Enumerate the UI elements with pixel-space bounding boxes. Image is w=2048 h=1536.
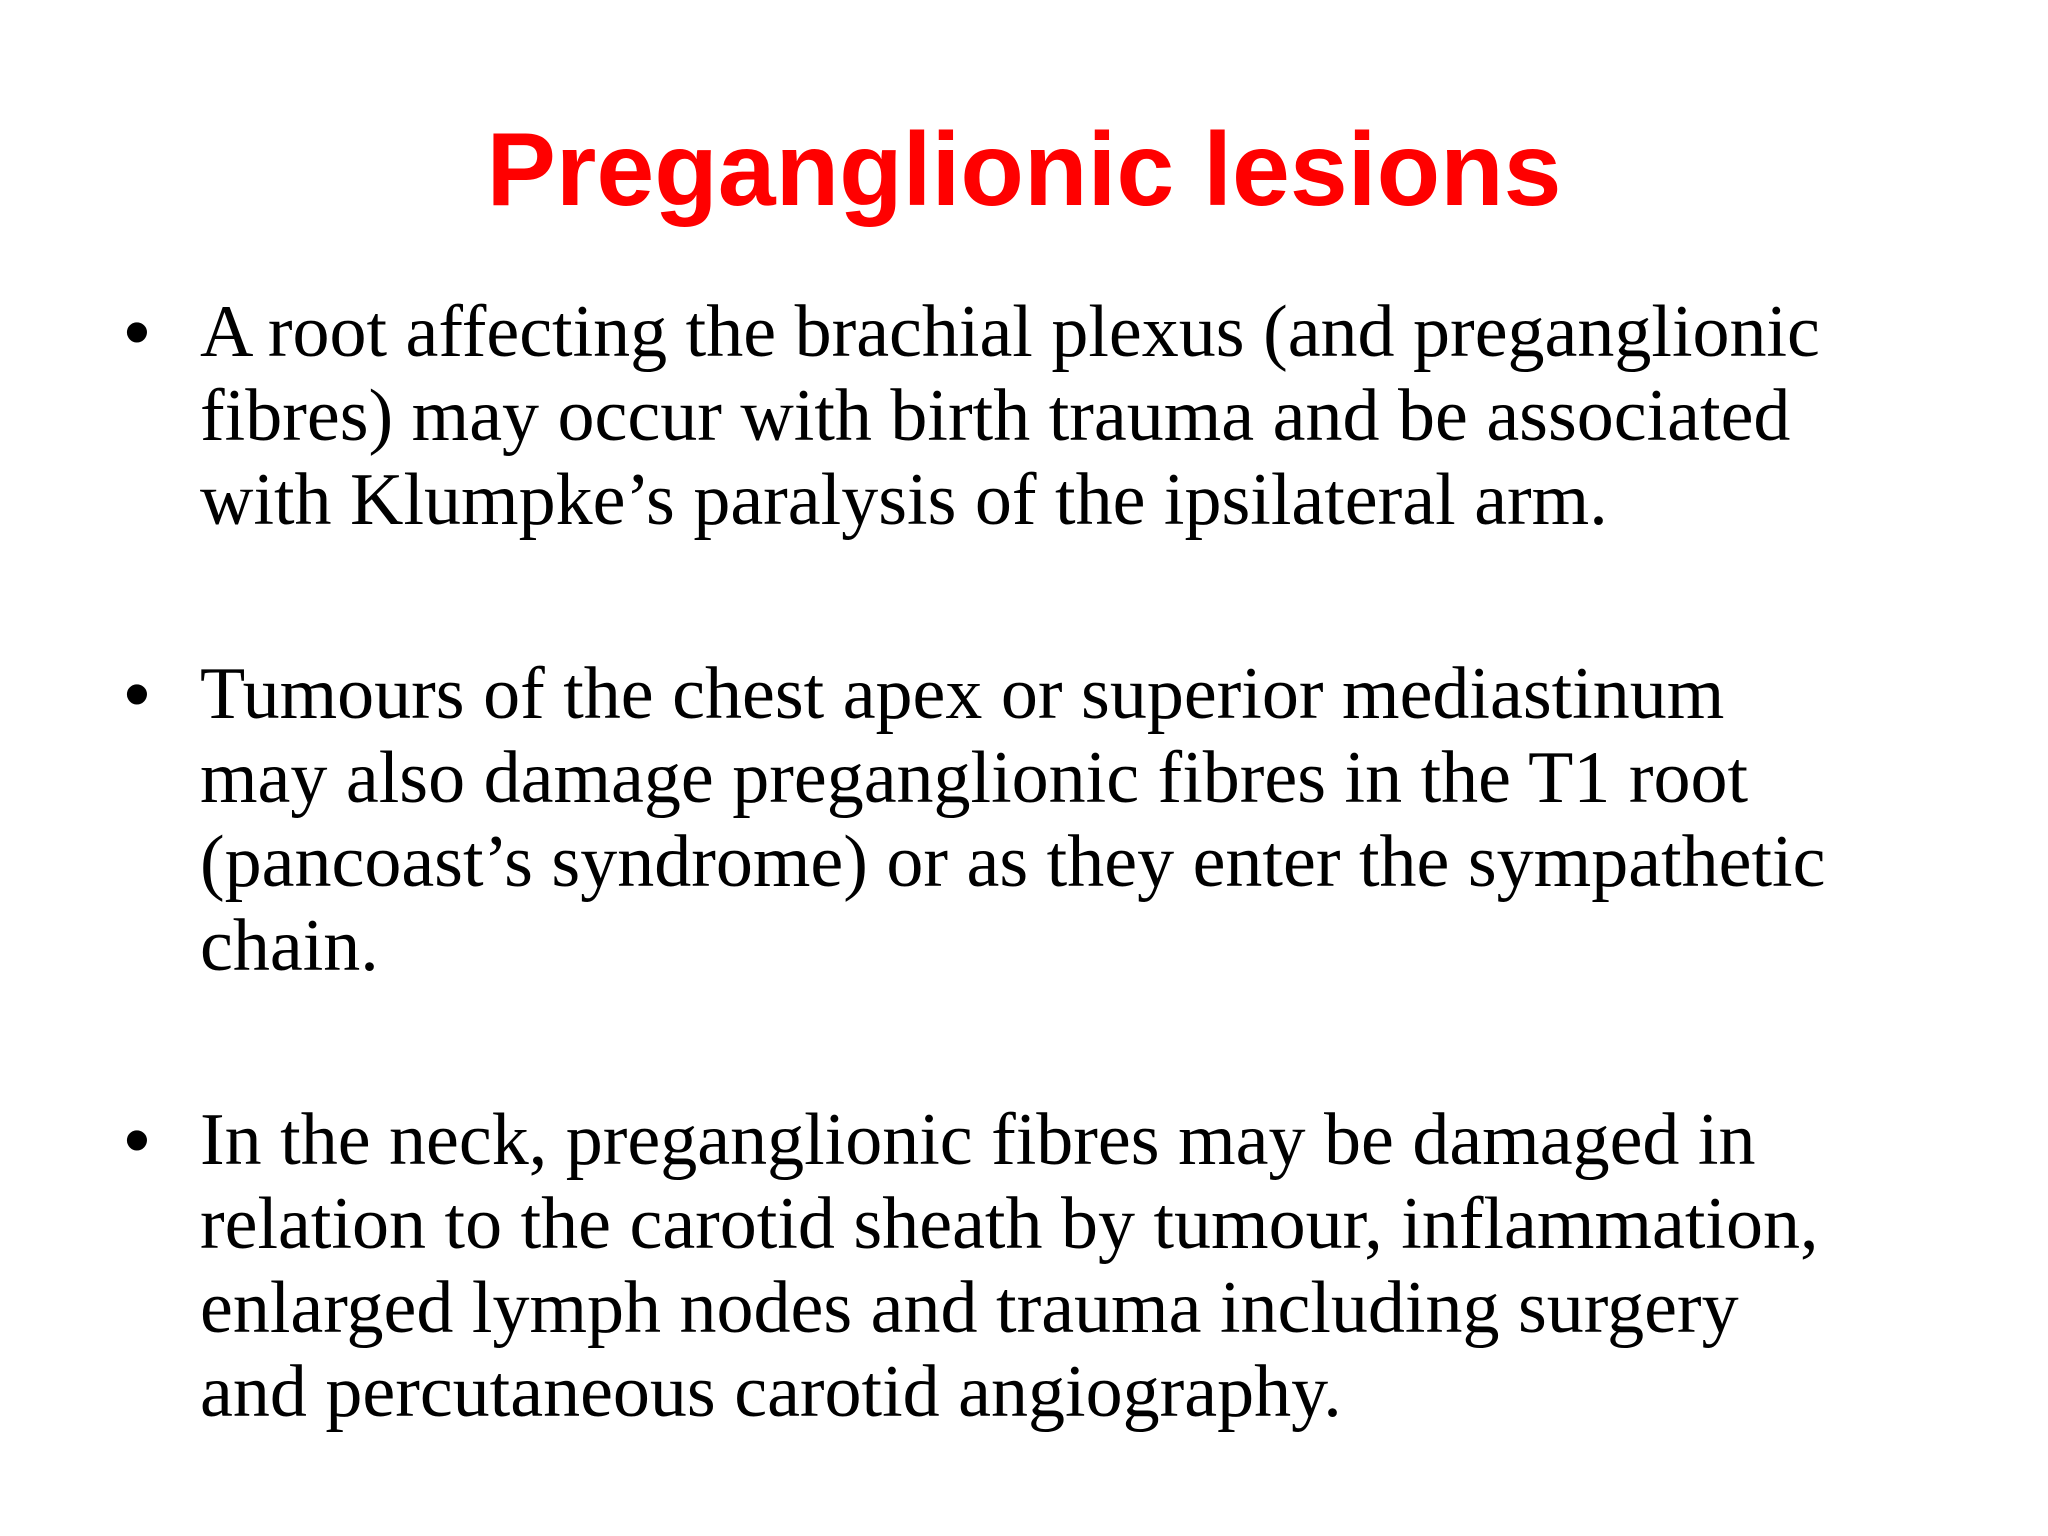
bullet-text-line: relation to the carotid sheath by tumour, inflammation, bbox=[200, 1183, 1819, 1265]
bullet-dot-icon: • bbox=[124, 652, 150, 735]
bullet-text-line: In the neck, preganglionic fibres may be damaged in bbox=[200, 1099, 1756, 1181]
bullet-text-line: (pancoast’s syndrome) or as they enter the sympathetic bbox=[200, 821, 1826, 903]
bullet-item bbox=[118, 290, 1948, 542]
bullet-text-line: chain. bbox=[200, 905, 379, 987]
bullet-text-line: A root affecting the brachial plexus (and preganglionic bbox=[200, 291, 1820, 373]
bullet-text-line: and percutaneous carotid angiography. bbox=[200, 1351, 1342, 1433]
bullet-item bbox=[118, 1098, 1948, 1434]
bullet-text-line: fibres) may occur with birth trauma and be associated bbox=[200, 375, 1791, 457]
bullet-item bbox=[118, 652, 1948, 988]
bullet-text-line: may also damage preganglionic fibres in the T1 root bbox=[200, 737, 1749, 819]
slide-title: Preganglionic lesions bbox=[486, 112, 1562, 228]
bullet-list bbox=[118, 290, 1948, 1434]
bullet-text-line: Tumours of the chest apex or superior mediastinum bbox=[200, 653, 1725, 735]
bullet-text-line: with Klumpke’s paralysis of the ipsilateral arm. bbox=[200, 459, 1608, 541]
bullet-text-line: enlarged lymph nodes and trauma including surgery bbox=[200, 1267, 1739, 1349]
bullet-dot-icon: • bbox=[124, 1098, 150, 1181]
bullet-dot-icon: • bbox=[124, 290, 150, 373]
